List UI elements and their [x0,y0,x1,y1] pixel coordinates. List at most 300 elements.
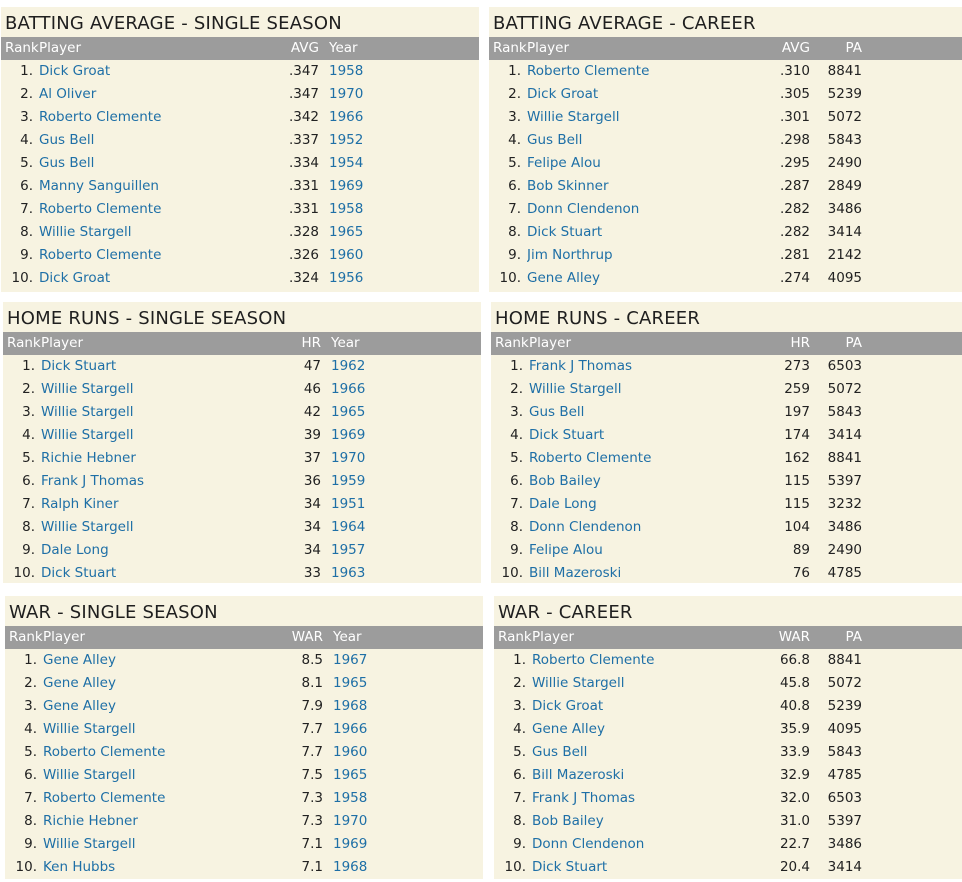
player-cell [39,152,267,175]
year-cell [319,106,379,129]
row-spacer [862,106,962,129]
table-row [5,649,483,672]
row-spacer [379,244,479,267]
rank-cell: 5. [510,450,523,466]
player-link[interactable]: Dale Long [529,496,597,512]
year-link[interactable]: 1965 [333,675,368,691]
header-rank: Rank [9,629,43,645]
pa-cell: 8841 [827,450,862,466]
stat-cell: 45.8 [779,675,810,691]
rank-cell: 7. [510,496,523,512]
year-link[interactable]: 1969 [333,836,368,852]
player-cell [532,672,758,695]
row-spacer [381,447,481,470]
player-link[interactable]: Gene Alley [43,652,116,668]
player-link[interactable]: Bob Bailey [529,473,601,489]
player-cell [43,764,271,787]
table-row [494,741,962,764]
player-link[interactable]: Willie Stargell [43,767,136,783]
player-cell [41,493,269,516]
year-link[interactable]: 1956 [329,270,364,286]
stat-cell: 8.1 [301,675,323,691]
row-spacer [383,787,483,810]
table-row [491,424,962,447]
player-link[interactable]: Willie Stargell [39,224,132,240]
year-cell [321,470,381,493]
player-link[interactable]: Gene Alley [43,675,116,691]
year-link[interactable]: 1970 [331,450,366,466]
player-cell [43,741,271,764]
header-stat: AVG [781,40,810,56]
player-link[interactable]: Ken Hubbs [43,859,116,875]
player-link[interactable]: Roberto Clemente [39,201,162,217]
header-player: Player [529,335,572,351]
player-link[interactable]: Roberto Clemente [43,790,166,806]
player-link[interactable]: Donn Clendenon [532,836,645,852]
player-link[interactable]: Roberto Clemente [39,109,162,125]
row-spacer [862,447,962,470]
stat-cell: 33 [303,565,321,581]
pa-cell: 5843 [827,132,862,148]
pa-cell: 3486 [827,519,862,535]
stat-cell: 174 [784,427,810,443]
header-player: Player [41,335,84,351]
stat-cell: 22.7 [779,836,810,852]
table-row [489,106,962,129]
rank-cell: 1. [22,358,35,374]
year-link[interactable]: 1957 [331,542,366,558]
player-cell [43,695,271,718]
player-link[interactable]: Dick Groat [39,63,111,79]
table-row [491,355,962,378]
rank-cell: 9. [508,247,521,263]
player-link[interactable]: Dick Stuart [532,859,608,875]
row-spacer [383,718,483,741]
player-link[interactable]: Gus Bell [39,132,95,148]
table-row [494,787,962,810]
row-spacer [862,129,962,152]
player-link[interactable]: Frank J Thomas [41,473,145,489]
player-link[interactable]: Willie Stargell [43,721,136,737]
year-link[interactable]: 1969 [331,427,366,443]
stat-cell: .347 [288,63,319,79]
row-spacer [379,175,479,198]
header-spacer [862,332,962,355]
player-link[interactable]: Felipe Alou [529,542,603,558]
year-link[interactable]: 1968 [333,698,368,714]
player-link[interactable]: Willie Stargell [529,381,622,397]
table-row [1,60,479,83]
rank-cell: 10. [504,859,526,875]
stat-cell: 115 [784,473,810,489]
stat-cell: .324 [288,270,319,286]
player-link[interactable]: Gene Alley [43,698,116,714]
year-link[interactable]: 1960 [329,247,364,263]
player-cell [41,355,269,378]
player-cell [529,378,758,401]
stat-cell: 31.0 [779,813,810,829]
year-link[interactable]: 1958 [333,790,368,806]
stat-cell: 7.3 [301,790,323,806]
pa-cell: 5072 [827,109,862,125]
table-row [489,152,962,175]
row-spacer [862,493,962,516]
player-cell [527,129,758,152]
year-link[interactable]: 1966 [331,381,366,397]
player-link[interactable]: Willie Stargell [41,381,134,397]
player-link[interactable]: Roberto Clemente [43,744,166,760]
year-cell [319,175,379,198]
row-spacer [862,562,962,585]
player-link[interactable]: Gus Bell [527,132,583,148]
pa-cell: 8841 [827,63,862,79]
year-cell [319,152,379,175]
stat-cell: 34 [303,519,321,535]
table-row [5,672,483,695]
stat-cell: 37 [303,450,321,466]
rank-cell: 3. [24,698,37,714]
year-link[interactable]: 1959 [331,473,366,489]
row-spacer [862,695,962,718]
player-link[interactable]: Felipe Alou [527,155,601,171]
year-link[interactable]: 1968 [333,859,368,875]
rank-cell: 5. [20,155,33,171]
table-row [489,175,962,198]
year-cell [321,493,381,516]
rank-cell: 6. [20,178,33,194]
row-spacer [383,672,483,695]
pa-cell: 2490 [827,155,862,171]
table-row [489,267,962,290]
rank-cell: 4. [508,132,521,148]
player-link[interactable]: Roberto Clemente [529,450,652,466]
year-link[interactable]: 1951 [331,496,366,512]
table-header [491,332,962,355]
year-link[interactable]: 1967 [333,652,368,668]
stat-cell: .282 [779,224,810,240]
year-link[interactable]: 1965 [329,224,364,240]
player-cell [529,424,758,447]
header-player: Player [39,40,82,56]
rank-cell: 8. [22,519,35,535]
panel-home-runs-career [491,302,962,583]
player-cell [532,649,758,672]
row-spacer [383,741,483,764]
row-spacer [862,152,962,175]
table-row [494,856,962,879]
player-link[interactable]: Frank J Thomas [529,358,633,374]
year-cell [321,516,381,539]
player-link[interactable]: Bob Skinner [527,178,609,194]
table-row [1,244,479,267]
player-cell [532,833,758,856]
player-link[interactable]: Dick Groat [532,698,604,714]
year-cell [323,787,383,810]
row-spacer [862,833,962,856]
table-row [3,355,481,378]
table-row [1,198,479,221]
pa-cell: 5239 [827,86,862,102]
header-rank: Rank [493,40,527,56]
year-link[interactable]: 1962 [331,358,366,374]
header-spacer [381,332,481,355]
row-spacer [862,355,962,378]
stat-cell: 46 [303,381,321,397]
rank-cell: 5. [513,744,526,760]
row-spacer [379,267,479,290]
table-row [1,175,479,198]
row-spacer [379,152,479,175]
table-row [5,856,483,879]
pa-cell: 4095 [827,270,862,286]
player-cell [43,649,271,672]
player-link[interactable]: Frank J Thomas [532,790,636,806]
player-cell [532,764,758,787]
player-cell [43,810,271,833]
table-row [5,695,483,718]
year-link[interactable]: 1954 [329,155,364,171]
stat-cell: .347 [288,86,319,102]
rank-cell: 7. [24,790,37,806]
stat-cell: 76 [792,565,810,581]
player-link[interactable]: Willie Stargell [527,109,620,125]
year-cell [319,221,379,244]
year-link[interactable]: 1970 [329,86,364,102]
table-row [3,378,481,401]
player-link[interactable]: Dick Stuart [527,224,603,240]
table-row [489,83,962,106]
panel-war-career [494,596,962,879]
table-row [494,833,962,856]
rank-cell: 9. [22,542,35,558]
row-spacer [381,516,481,539]
table-header [3,332,481,355]
table-row [5,718,483,741]
table-row [491,401,962,424]
year-link[interactable]: 1960 [333,744,368,760]
year-link[interactable]: 1952 [329,132,364,148]
player-cell [529,516,758,539]
stat-cell: 34 [303,496,321,512]
panel-home-runs-single-season [3,302,481,583]
year-cell [321,401,381,424]
player-link[interactable]: Richie Hebner [41,450,136,466]
table-row [489,221,962,244]
stat-cell: 66.8 [779,652,810,668]
rank-cell: 1. [513,652,526,668]
rank-cell: 10. [11,270,33,286]
player-cell [527,267,758,290]
panel-title: BATTING AVERAGE - SINGLE SEASON [5,13,342,34]
player-link[interactable]: Dale Long [41,542,109,558]
player-link[interactable]: Donn Clendenon [527,201,640,217]
player-cell [39,129,267,152]
player-link[interactable]: Dick Groat [527,86,599,102]
player-cell [527,106,758,129]
row-spacer [862,221,962,244]
player-link[interactable]: Roberto Clemente [532,652,655,668]
rank-cell: 1. [24,652,37,668]
stat-cell: 8.5 [301,652,323,668]
year-link[interactable]: 1966 [333,721,368,737]
year-link[interactable]: 1969 [329,178,364,194]
player-link[interactable]: Dick Stuart [41,565,117,581]
table-row [3,562,481,585]
player-link[interactable]: Willie Stargell [41,519,134,535]
row-spacer [862,401,962,424]
table-row [1,129,479,152]
table-row [489,198,962,221]
player-link[interactable]: Richie Hebner [43,813,138,829]
pa-cell: 5397 [827,813,862,829]
header-player: Player [532,629,575,645]
player-link[interactable]: Manny Sanguillen [39,178,159,194]
stat-cell: 7.1 [301,859,323,875]
year-cell [319,129,379,152]
year-link[interactable]: 1966 [329,109,364,125]
table-row [491,516,962,539]
header-stat: WAR [778,629,810,645]
stat-cell: 115 [784,496,810,512]
header-stat: HR [301,335,321,351]
year-link[interactable]: 1964 [331,519,366,535]
player-cell [529,355,758,378]
row-spacer [379,221,479,244]
rank-cell: 4. [20,132,33,148]
header-pa: PA [845,629,862,645]
table-row [494,695,962,718]
row-spacer [862,718,962,741]
player-cell [532,718,758,741]
table-row [491,562,962,585]
stat-cell: 20.4 [779,859,810,875]
player-link[interactable]: Gus Bell [39,155,95,171]
year-cell [319,60,379,83]
player-link[interactable]: Bob Bailey [532,813,604,829]
pa-cell: 5072 [827,675,862,691]
player-link[interactable]: Donn Clendenon [529,519,642,535]
player-cell [41,516,269,539]
pa-cell: 5843 [827,744,862,760]
year-cell [323,856,383,879]
player-link[interactable]: Dick Groat [39,270,111,286]
row-spacer [383,856,483,879]
player-link[interactable]: Willie Stargell [43,836,136,852]
table-row [3,424,481,447]
rank-cell: 9. [24,836,37,852]
stat-cell: .334 [288,155,319,171]
rank-cell: 3. [22,404,35,420]
stat-cell: .331 [288,201,319,217]
rank-cell: 7. [22,496,35,512]
rank-cell: 7. [508,201,521,217]
stat-cell: 39 [303,427,321,443]
pa-cell: 5072 [827,381,862,397]
table-row [1,221,479,244]
row-spacer [862,539,962,562]
rank-cell: 6. [22,473,35,489]
rank-cell: 4. [24,721,37,737]
stat-cell: 273 [784,358,810,374]
player-cell [532,810,758,833]
player-link[interactable]: Al Oliver [39,86,97,102]
row-spacer [379,198,479,221]
player-link[interactable]: Ralph Kiner [41,496,119,512]
player-cell [41,562,269,585]
header-player: Player [43,629,86,645]
player-link[interactable]: Willie Stargell [41,404,134,420]
stat-cell: 197 [784,404,810,420]
year-link[interactable]: 1963 [331,565,366,581]
table-row [5,787,483,810]
year-cell [319,267,379,290]
player-link[interactable]: Dick Stuart [41,358,117,374]
header-spacer [379,37,479,60]
player-link[interactable]: Dick Stuart [529,427,605,443]
year-link[interactable]: 1965 [333,767,368,783]
player-link[interactable]: Roberto Clemente [527,63,650,79]
rank-cell: 6. [508,178,521,194]
table-row [5,741,483,764]
player-link[interactable]: Roberto Clemente [39,247,162,263]
table-row [3,401,481,424]
table-row [491,470,962,493]
stat-cell: .310 [779,63,810,79]
rank-cell: 8. [20,224,33,240]
year-link[interactable]: 1965 [331,404,366,420]
row-spacer [862,470,962,493]
panel-batting-average-single-season [1,7,479,292]
year-cell [323,718,383,741]
panel-war-single-season [5,596,483,879]
stat-cell: 47 [303,358,321,374]
year-cell [321,539,381,562]
rank-cell: 1. [510,358,523,374]
stat-cell: .337 [288,132,319,148]
panel-title: HOME RUNS - SINGLE SEASON [7,308,287,329]
pa-cell: 5239 [827,698,862,714]
player-link[interactable]: Bill Mazeroski [532,767,625,783]
rank-cell: 5. [508,155,521,171]
player-link[interactable]: Gus Bell [529,404,585,420]
player-link[interactable]: Bill Mazeroski [529,565,622,581]
pa-cell: 5397 [827,473,862,489]
player-link[interactable]: Willie Stargell [41,427,134,443]
header-spacer [383,626,483,649]
row-spacer [379,106,479,129]
header-stat: AVG [290,40,319,56]
player-cell [39,267,267,290]
table-row [1,152,479,175]
player-link[interactable]: Gus Bell [532,744,588,760]
rank-cell: 8. [508,224,521,240]
rank-cell: 10. [15,859,37,875]
player-link[interactable]: Gene Alley [527,270,600,286]
table-row [3,493,481,516]
table-row [5,764,483,787]
stat-cell: 34 [303,542,321,558]
row-spacer [379,83,479,106]
row-spacer [381,562,481,585]
player-link[interactable]: Willie Stargell [532,675,625,691]
row-spacer [383,649,483,672]
row-spacer [379,129,479,152]
year-link[interactable]: 1958 [329,201,364,217]
player-link[interactable]: Jim Northrup [527,247,613,263]
player-link[interactable]: Gene Alley [532,721,605,737]
year-link[interactable]: 1970 [333,813,368,829]
year-link[interactable]: 1958 [329,63,364,79]
